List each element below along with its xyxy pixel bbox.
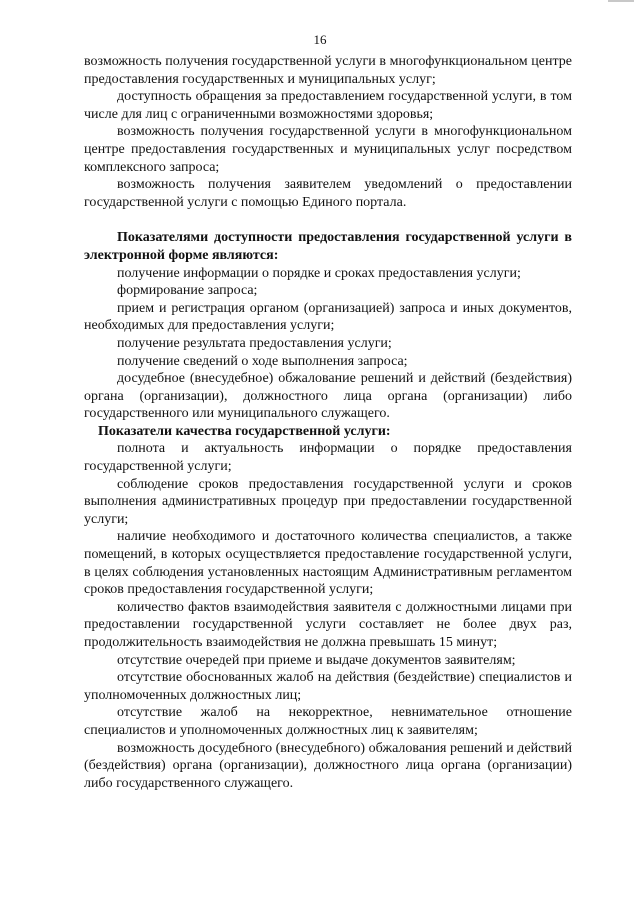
- intro-item: возможность получения государственной услуги в многофункциональном центре предоставления государственных и муниципальных услуг посредством комплексного запроса;: [84, 124, 572, 175]
- document-body: [84, 53, 572, 792]
- electronic-item: прием и регистрация органом (организацией) запроса и иных документов, необходимых для предоставления услуги;: [84, 300, 572, 334]
- quality-item: отсутствие обоснованных жалоб на действия (бездействие) специалистов и уполномоченных должностных лиц;: [84, 670, 572, 703]
- page-number: 16: [313, 32, 327, 47]
- electronic-item: получение результата предоставления услуги;: [117, 335, 392, 351]
- electronic-item: получение информации о порядке и сроках предоставления услуги;: [117, 265, 521, 281]
- intro-item: доступность обращения за предоставлением государственной услуги, в том числе для лиц с ограниченными возможностями здоровья;: [84, 89, 572, 122]
- intro-item: возможность получения заявителем уведомлений о предоставлении государственной услуги с помощью Единого портала.: [84, 177, 572, 210]
- quality-section-heading: Показатели качества государственной услуги:: [98, 423, 391, 439]
- quality-item: полнота и актуальность информации о порядке предоставления государственной услуги;: [84, 441, 572, 475]
- electronic-section-heading: Показателями доступности предоставления государственной услуги в электронной форме являются:: [84, 230, 572, 263]
- quality-item: отсутствие жалоб на некорректное, невнимательное отношение специалистов и уполномоченных должностных лиц к заявителям;: [84, 705, 572, 738]
- intro-item: возможность получения государственной услуги в многофункциональном центре предоставления государственных и муниципальных услуг;: [84, 54, 572, 87]
- quality-item: соблюдение сроков предоставления государственной услуги и сроков выполнения административных процедур при предоставлении государственной услуги;: [84, 476, 572, 527]
- scan-corner-mark: [608, 0, 634, 2]
- electronic-item: получение сведений о ходе выполнения запроса;: [117, 353, 408, 369]
- electronic-item: досудебное (внесудебное) обжалование решений и действий (бездействия) органа (организации), должностного лица органа (организации) либо государственного или муниципального служащего.: [84, 371, 572, 422]
- section-spacer: [84, 211, 572, 229]
- electronic-item: формирование запроса;: [117, 283, 258, 299]
- quality-item: отсутствие очередей при приеме и выдаче документов заявителям;: [117, 652, 516, 668]
- quality-item: количество фактов взаимодействия заявителя с должностными лицами при предоставлении государственной услуги составляет не более двух раз, продолжительность взаимодействия не должна превышать 15 минут;: [84, 599, 572, 650]
- quality-item: возможность досудебного (внесудебного) обжалования решений и действий (бездействия) органа (организации), должностного лица органа (организации) либо государственного служащего.: [84, 740, 572, 791]
- quality-item: наличие необходимого и достаточного количества специалистов, а также помещений, в которых осуществляется предоставление государственной услуги, в целях соблюдения установленных настоящим Административным регламентом сроков предоставления государственной услуги;: [84, 529, 572, 598]
